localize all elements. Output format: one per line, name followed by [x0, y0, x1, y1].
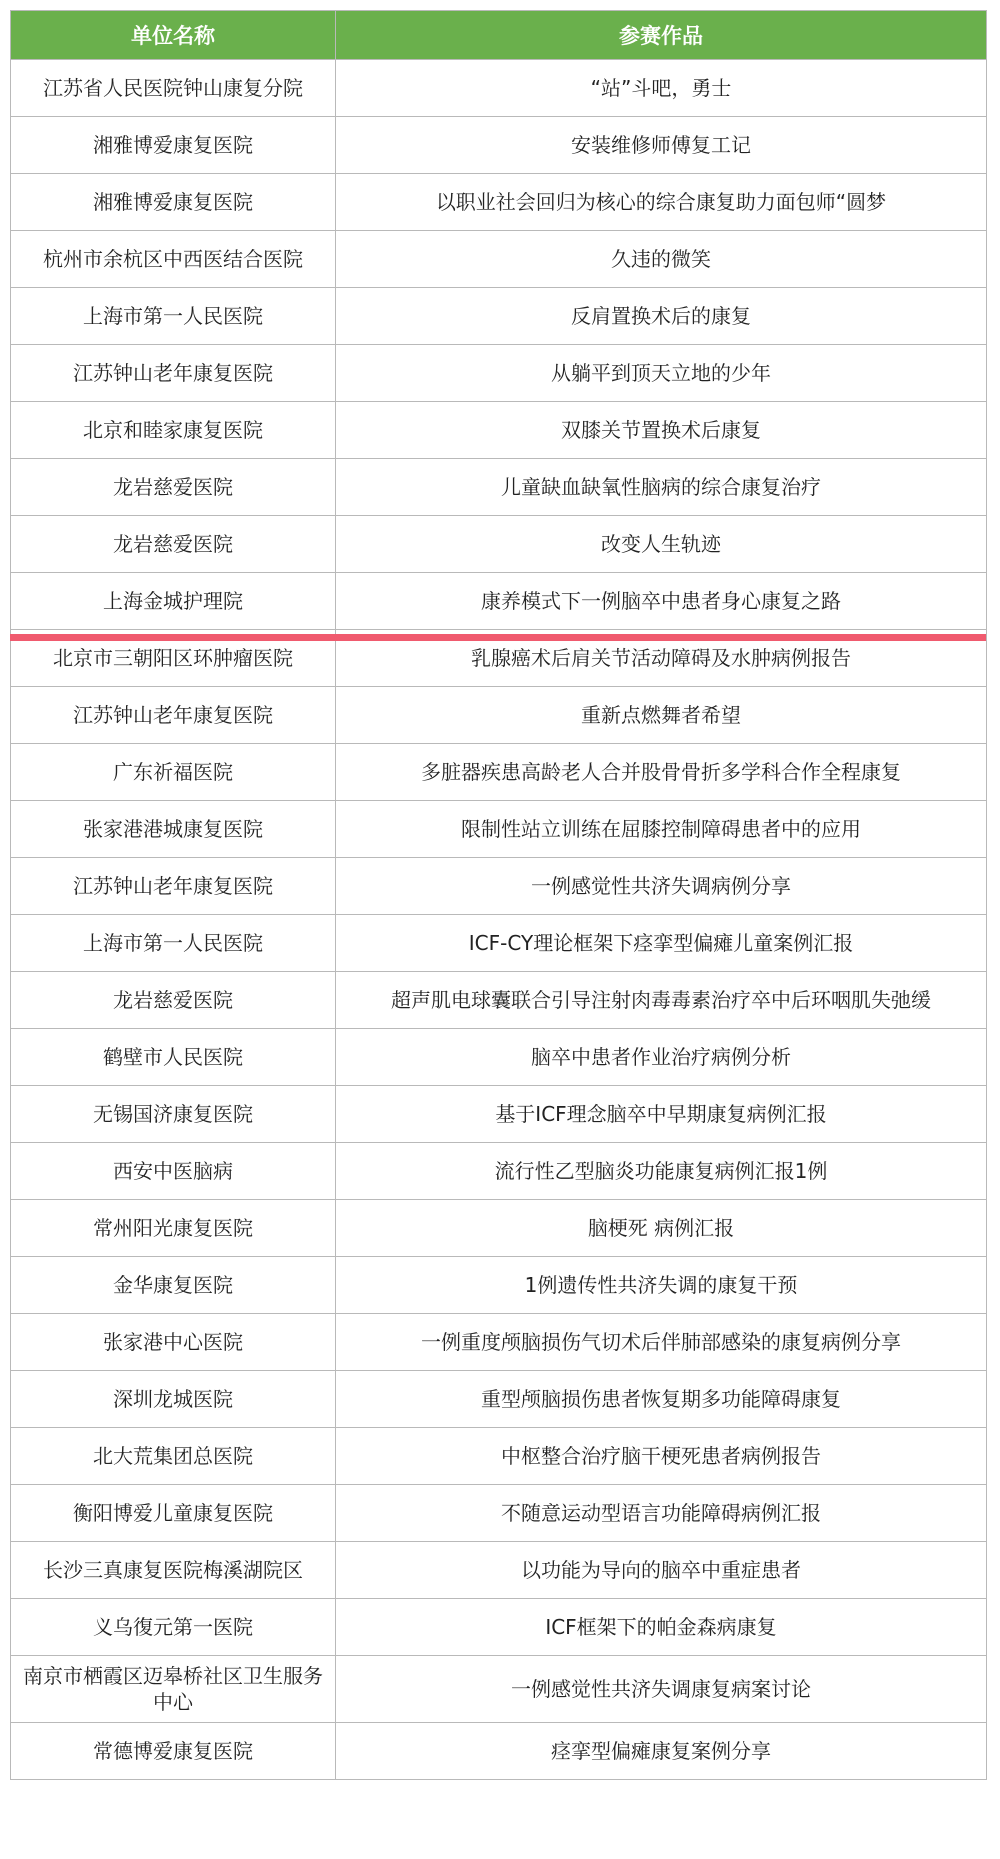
table-row [11, 459, 987, 516]
cell-entry-title: ICF-CY理论框架下痉挛型偏瘫儿童案例汇报 [336, 915, 987, 972]
table-row [11, 744, 987, 801]
table-row [11, 231, 987, 288]
cell-entry-title: 安装维修师傅复工记 [336, 117, 987, 174]
table-row [11, 1428, 987, 1485]
table-row [11, 1599, 987, 1656]
cell-entry-title: 限制性站立训练在屈膝控制障碍患者中的应用 [336, 801, 987, 858]
cell-unit-name: 上海市第一人民医院 [11, 915, 336, 972]
table-row [11, 1200, 987, 1257]
cell-unit-name: 龙岩慈爱医院 [11, 972, 336, 1029]
cell-entry-title: 儿童缺血缺氧性脑病的综合康复治疗 [336, 459, 987, 516]
cell-entry-title: 重新点燃舞者希望 [336, 687, 987, 744]
cell-entry-title: 双膝关节置换术后康复 [336, 402, 987, 459]
cell-unit-name: 鹤壁市人民医院 [11, 1029, 336, 1086]
table-row [11, 174, 987, 231]
cell-entry-title: 一例重度颅脑损伤气切术后伴肺部感染的康复病例分享 [336, 1314, 987, 1371]
cell-unit-name: 杭州市余杭区中西医结合医院 [11, 231, 336, 288]
table-row [11, 1656, 987, 1723]
cell-unit-name: 常德博爱康复医院 [11, 1723, 336, 1780]
column-header-work: 参赛作品 [336, 11, 987, 60]
column-header-unit: 单位名称 [11, 11, 336, 60]
table-row [11, 516, 987, 573]
table-row [11, 345, 987, 402]
cell-unit-name: 无锡国济康复医院 [11, 1086, 336, 1143]
table-row [11, 1086, 987, 1143]
cell-unit-name: 义乌復元第一医院 [11, 1599, 336, 1656]
cell-unit-name: 金华康复医院 [11, 1257, 336, 1314]
table-row [11, 1143, 987, 1200]
cell-entry-title: “站”斗吧，勇士 [336, 60, 987, 117]
cell-entry-title: 从躺平到顶天立地的少年 [336, 345, 987, 402]
cell-entry-title: 流行性乙型脑炎功能康复病例汇报1例 [336, 1143, 987, 1200]
cell-unit-name: 张家港中心医院 [11, 1314, 336, 1371]
table-row [11, 1371, 987, 1428]
cell-entry-title: 一例感觉性共济失调康复病案讨论 [336, 1656, 987, 1723]
table-row [11, 1542, 987, 1599]
cell-entry-title: 超声肌电球囊联合引导注射肉毒毒素治疗卒中后环咽肌失弛缓 [336, 972, 987, 1029]
cell-unit-name: 龙岩慈爱医院 [11, 516, 336, 573]
cell-entry-title: 痉挛型偏瘫康复案例分享 [336, 1723, 987, 1780]
cell-unit-name: 上海市第一人民医院 [11, 288, 336, 345]
cell-entry-title: 脑梗死 病例汇报 [336, 1200, 987, 1257]
table-row [11, 60, 987, 117]
cell-unit-name: 长沙三真康复医院梅溪湖院区 [11, 1542, 336, 1599]
table-row [11, 117, 987, 174]
cell-entry-title: 1例遗传性共济失调的康复干预 [336, 1257, 987, 1314]
cell-unit-name: 湘雅博爱康复医院 [11, 117, 336, 174]
cell-unit-name: 江苏省人民医院钟山康复分院 [11, 60, 336, 117]
cell-unit-name: 西安中医脑病 [11, 1143, 336, 1200]
cell-unit-name: 广东祈福医院 [11, 744, 336, 801]
table-body [11, 60, 987, 1780]
cell-entry-title: 不随意运动型语言功能障碍病例汇报 [336, 1485, 987, 1542]
awards-table-container [10, 10, 986, 1780]
table-row [11, 1029, 987, 1086]
cell-entry-title: 以职业社会回归为核心的综合康复助力面包师“圆梦 [336, 174, 987, 231]
cell-entry-title: 反肩置换术后的康复 [336, 288, 987, 345]
table-row [11, 288, 987, 345]
table-header-row [11, 11, 987, 60]
cell-entry-title: 脑卒中患者作业治疗病例分析 [336, 1029, 987, 1086]
table-row [11, 1257, 987, 1314]
awards-table [10, 10, 987, 1780]
highlight-divider-line [10, 634, 986, 641]
cell-entry-title: 以功能为导向的脑卒中重症患者 [336, 1542, 987, 1599]
cell-unit-name: 张家港港城康复医院 [11, 801, 336, 858]
cell-entry-title: ICF框架下的帕金森病康复 [336, 1599, 987, 1656]
table-row [11, 972, 987, 1029]
table-row [11, 801, 987, 858]
cell-unit-name: 江苏钟山老年康复医院 [11, 858, 336, 915]
cell-entry-title: 多脏器疾患高龄老人合并股骨骨折多学科合作全程康复 [336, 744, 987, 801]
cell-entry-title: 改变人生轨迹 [336, 516, 987, 573]
cell-entry-title: 重型颅脑损伤患者恢复期多功能障碍康复 [336, 1371, 987, 1428]
cell-unit-name: 衡阳博爱儿童康复医院 [11, 1485, 336, 1542]
table-row [11, 402, 987, 459]
table-row [11, 573, 987, 630]
table-row [11, 687, 987, 744]
table-row [11, 1723, 987, 1780]
cell-unit-name: 湘雅博爱康复医院 [11, 174, 336, 231]
cell-unit-name: 上海金城护理院 [11, 573, 336, 630]
cell-entry-title: 一例感觉性共济失调病例分享 [336, 858, 987, 915]
cell-entry-title: 康养模式下一例脑卒中患者身心康复之路 [336, 573, 987, 630]
cell-entry-title: 久违的微笑 [336, 231, 987, 288]
table-row [11, 1485, 987, 1542]
table-row [11, 858, 987, 915]
cell-entry-title: 乳腺癌术后肩关节活动障碍及水肿病例报告 [336, 630, 987, 687]
cell-unit-name: 龙岩慈爱医院 [11, 459, 336, 516]
cell-entry-title: 基于ICF理念脑卒中早期康复病例汇报 [336, 1086, 987, 1143]
cell-unit-name: 北大荒集团总医院 [11, 1428, 336, 1485]
cell-unit-name: 北京市三朝阳区环肿瘤医院 [11, 630, 336, 687]
cell-unit-name: 常州阳光康复医院 [11, 1200, 336, 1257]
table-row [11, 1314, 987, 1371]
cell-unit-name: 深圳龙城医院 [11, 1371, 336, 1428]
table-row [11, 915, 987, 972]
cell-unit-name: 江苏钟山老年康复医院 [11, 345, 336, 402]
cell-unit-name: 南京市栖霞区迈皋桥社区卫生服务中心 [11, 1656, 336, 1723]
cell-entry-title: 中枢整合治疗脑干梗死患者病例报告 [336, 1428, 987, 1485]
cell-unit-name: 江苏钟山老年康复医院 [11, 687, 336, 744]
cell-unit-name: 北京和睦家康复医院 [11, 402, 336, 459]
